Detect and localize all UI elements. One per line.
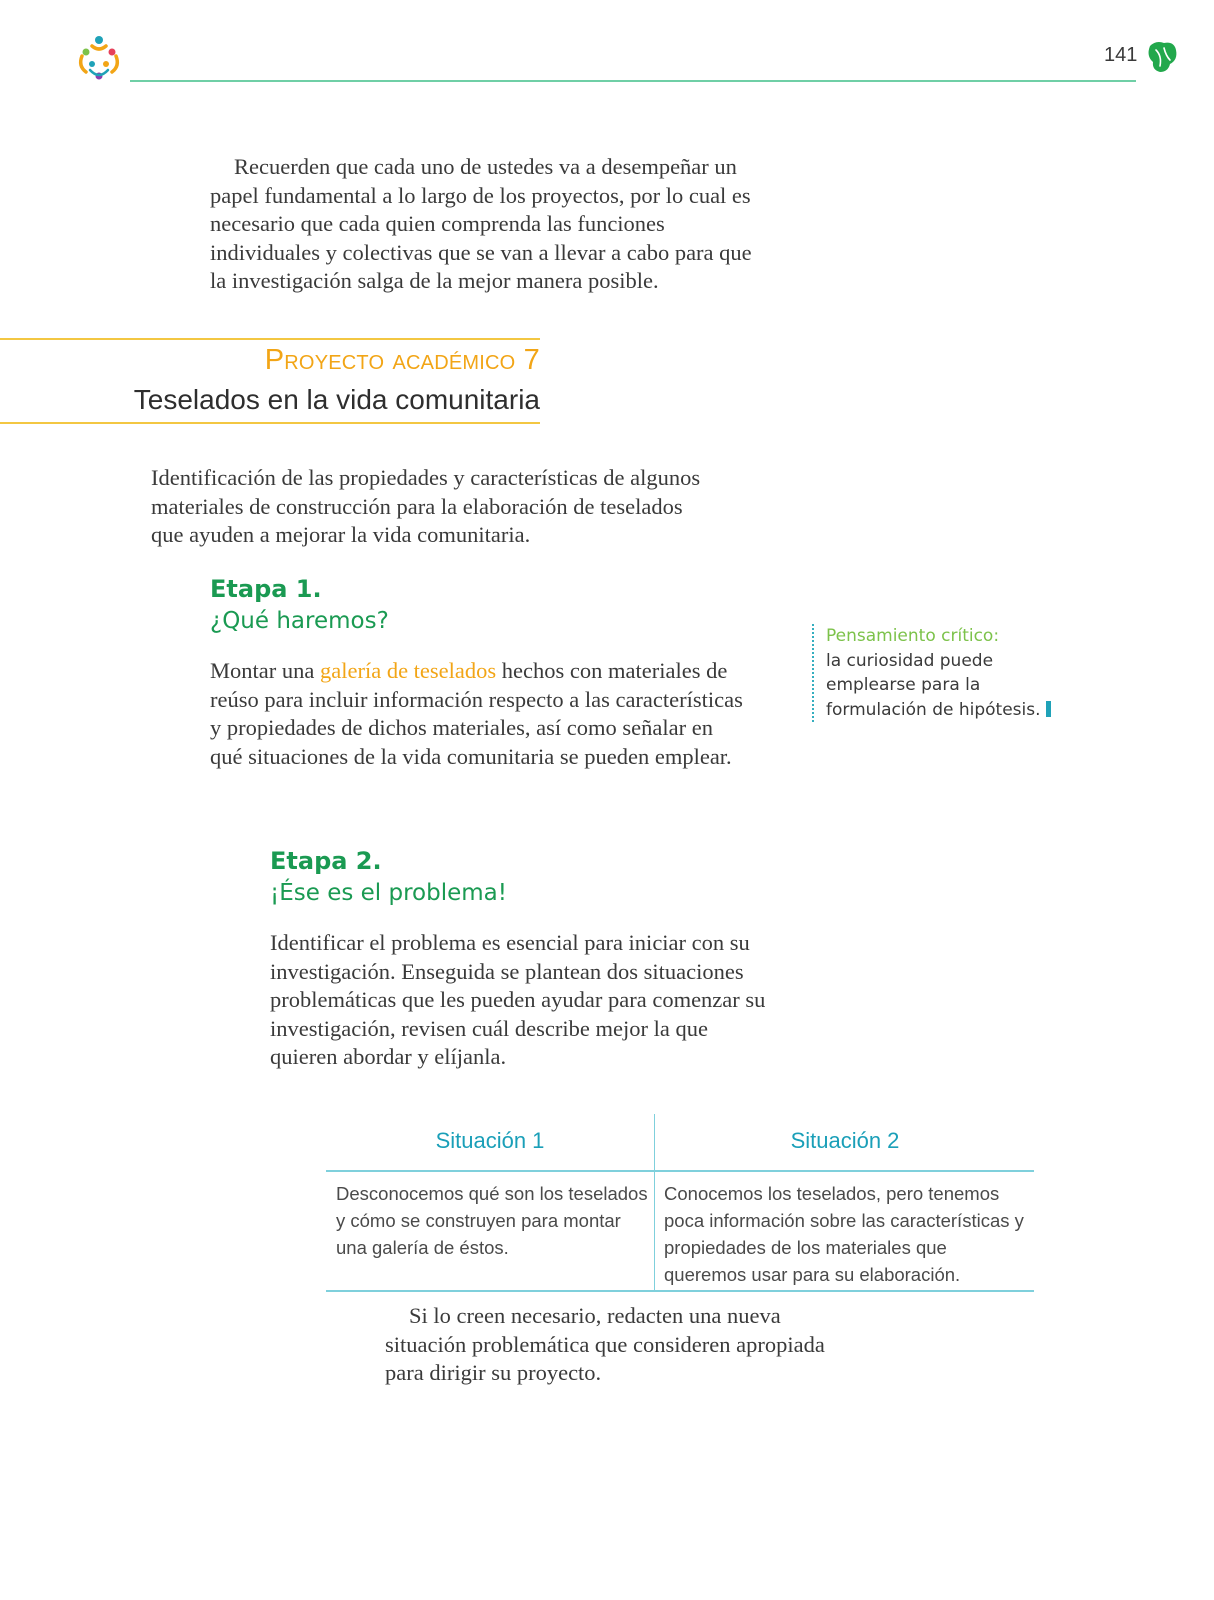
- critical-thinking-note: [812, 624, 1056, 722]
- column-divider: [654, 1114, 655, 1292]
- situation-1-text: Desconocemos qué son los teselados y cómo se construyen para montar una galería de éstos.: [336, 1183, 648, 1258]
- situation-2-header: Situación 2: [790, 1128, 900, 1153]
- end-marker-icon: [1046, 701, 1051, 717]
- side-note-text: la curiosidad puede emplearse para la formulación de hipótesis.: [826, 650, 1041, 720]
- closing-paragraph: [385, 1302, 865, 1388]
- stage2-subheading: ¡Ése es el problema!: [270, 880, 507, 906]
- stage2-text: Identificar el problema es esencial para iniciar con su investigación. Enseguida se plantean dos situaciones problemáticas que les pueden ayudar para comenzar su investigación, revisen cuál describe mejor la que quieren abordar y elíjanla.: [270, 930, 766, 1069]
- header-divider: [130, 80, 1136, 82]
- project-rule-top: [0, 338, 540, 340]
- stage1-text: [210, 657, 750, 771]
- table-bottom-rule: [326, 1290, 1034, 1292]
- side-note-title: Pensamiento crítico:: [826, 626, 1000, 646]
- situation-2-text: Conocemos los teselados, pero tenemos poca información sobre las características y propiedades de los materiales que queremos usar para su elaboración.: [664, 1183, 1024, 1285]
- project-label: Proyecto académico 7: [264, 344, 540, 376]
- project-rule-bottom: [0, 422, 540, 424]
- situations-table: [326, 1114, 1034, 1292]
- intro-paragraph: [210, 153, 770, 296]
- stage1-text-after: hechos con materiales de reúso para incluir información respecto a las características y propiedades de dichos materiales, así como señalar en qué situaciones de la vida comunitaria se pueden emplear.: [210, 658, 743, 769]
- stage2-heading: Etapa 2.: [270, 847, 382, 875]
- stage1-text-before: Montar una: [210, 658, 320, 683]
- glossary-term: galería de teselados: [319, 658, 497, 683]
- community-logo-icon: [72, 32, 126, 86]
- situation-1-header: Situación 1: [435, 1128, 545, 1153]
- page-number: 141: [1104, 44, 1138, 66]
- stage1-subheading: ¿Qué haremos?: [210, 608, 389, 634]
- project-title: Teselados en la vida comunitaria: [133, 384, 540, 415]
- intro-paragraph-text: Recuerden que cada uno de ustedes va a desempeñar un papel fundamental a lo largo de los proyectos, por lo cual es necesario que cada quien comprenda las funciones individuales y colectivas que se van a llevar a cabo para que la investigación salga de la mejor manera posible.: [210, 154, 752, 293]
- stage1-heading: Etapa 1.: [210, 575, 322, 603]
- leaf-badge-icon: [1146, 40, 1178, 74]
- project-description: Identificación de las propiedades y características de algunos materiales de construcción para la elaboración de teselados que ayuden a mejorar la vida comunitaria.: [151, 465, 701, 547]
- closing-paragraph-text: Si lo creen necesario, redacten una nueva situación problemática que consideren apropiada para dirigir su proyecto.: [385, 1303, 825, 1385]
- table-header-rule: [326, 1170, 1034, 1172]
